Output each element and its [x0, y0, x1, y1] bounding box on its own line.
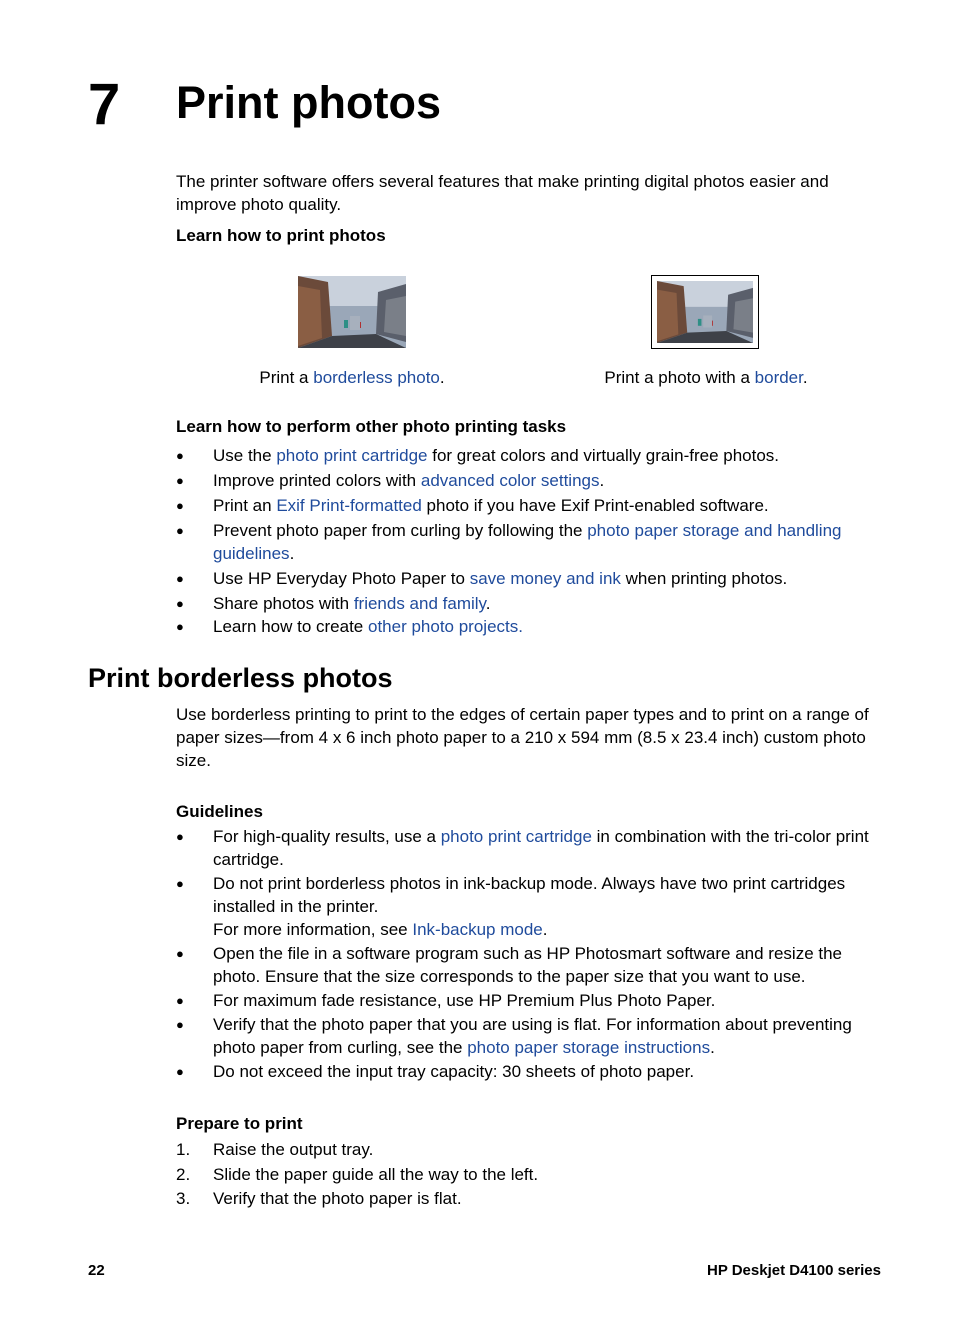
tasks-heading: Learn how to perform other photo printing tasks — [176, 417, 567, 436]
caption-text: . — [439, 368, 445, 387]
list-item: ● For maximum fade resistance, use HP Premium Plus Photo Paper. — [176, 991, 716, 1010]
list-item: ● Improve printed colors with advanced color settings. — [176, 471, 605, 490]
street-photo-image — [657, 281, 753, 343]
list-item: ● Verify that the photo paper that you are using is flat. For information about preventing photo paper from curling, see the photo paper storage instructions. — [176, 1015, 852, 1057]
guidelines-heading: Guidelines — [176, 802, 263, 821]
photo-print-cartridge-link[interactable]: photo print cartridge — [276, 446, 428, 465]
list-item: ● Open the file in a software program such as HP Photosmart software and resize the photo. Ensure that the size corresponds to the paper size that you want to use. — [176, 944, 842, 986]
page-number: 22 — [88, 1262, 105, 1279]
friends-family-link[interactable]: friends and family — [353, 594, 486, 613]
list-item: ● Print an Exif Print-formatted photo if you have Exif Print-enabled software. — [176, 496, 769, 515]
prepare-steps — [176, 1138, 882, 1210]
intro-paragraph: The printer software offers several features that make printing digital photos easier and improve photo quality. — [176, 172, 829, 214]
exif-print-link[interactable]: Exif Print-formatted — [276, 496, 422, 515]
street-photo-image — [298, 276, 406, 348]
caption-text: Print a photo with a — [604, 368, 755, 387]
borderless-intro: Use borderless printing to print to the edges of certain paper types and to print on a range of paper sizes—from 4 x 6 inch photo paper to a 210 x 594 mm (8.5 x 23.4 inch) custom photo size. — [176, 705, 869, 770]
list-item: 2. Slide the paper guide all the way to the left. — [176, 1165, 539, 1184]
borderless-photo-link[interactable]: borderless photo — [313, 368, 440, 387]
list-item: ● Use the photo print cartridge for great colors and virtually grain-free photos. — [176, 446, 780, 465]
paper-storage-guidelines-link[interactable]: photo paper storage and handling guidelines — [213, 521, 842, 563]
chapter-number: 7 — [88, 72, 121, 137]
ink-backup-mode-link[interactable]: Ink-backup mode — [412, 920, 543, 939]
paper-storage-instructions-link[interactable]: photo paper storage instructions — [467, 1038, 711, 1057]
list-item: ● Do not exceed the input tray capacity: 30 sheets of photo paper. — [176, 1062, 695, 1081]
caption-borderless — [200, 368, 504, 388]
section-title: Print borderless photos — [88, 663, 393, 693]
bordered-photo-thumbnail[interactable] — [651, 275, 759, 349]
guidelines-list — [176, 825, 882, 1083]
caption-text: Print a — [259, 368, 314, 387]
photo-print-cartridge-link[interactable]: photo print cartridge — [440, 827, 592, 846]
product-name: HP Deskjet D4100 series — [706, 1262, 881, 1279]
learn-heading: Learn how to print photos — [176, 226, 386, 245]
list-item: ● Prevent photo paper from curling by following the photo paper storage and handling guidelines. — [176, 521, 842, 563]
other-photo-projects-link[interactable]: other photo projects. — [367, 617, 523, 636]
list-item: ● Learn how to create other photo projects. — [176, 617, 523, 636]
tasks-list — [176, 444, 882, 638]
border-link[interactable]: border — [754, 368, 803, 387]
list-item: 1. Raise the output tray. — [176, 1140, 374, 1159]
list-item: ● Share photos with friends and family. — [176, 594, 491, 613]
list-item: 3. Verify that the photo paper is flat. — [176, 1189, 462, 1208]
list-item: ● For high-quality results, use a photo print cartridge in combination with the tri-color print cartridge. — [176, 827, 869, 869]
borderless-photo-thumbnail[interactable] — [298, 276, 406, 348]
prepare-heading: Prepare to print — [176, 1114, 303, 1133]
advanced-color-settings-link[interactable]: advanced color settings — [420, 471, 600, 490]
save-money-link[interactable]: save money and ink — [469, 569, 621, 588]
caption-text: . — [802, 368, 808, 387]
list-item: ● Use HP Everyday Photo Paper to save money and ink when printing photos. — [176, 569, 788, 588]
caption-border — [554, 368, 858, 388]
list-item: ● Do not print borderless photos in ink-backup mode. Always have two print cartridges installed in the printer. For more information, see Ink-backup mode. — [176, 874, 846, 939]
chapter-title: Print photos — [176, 77, 441, 128]
